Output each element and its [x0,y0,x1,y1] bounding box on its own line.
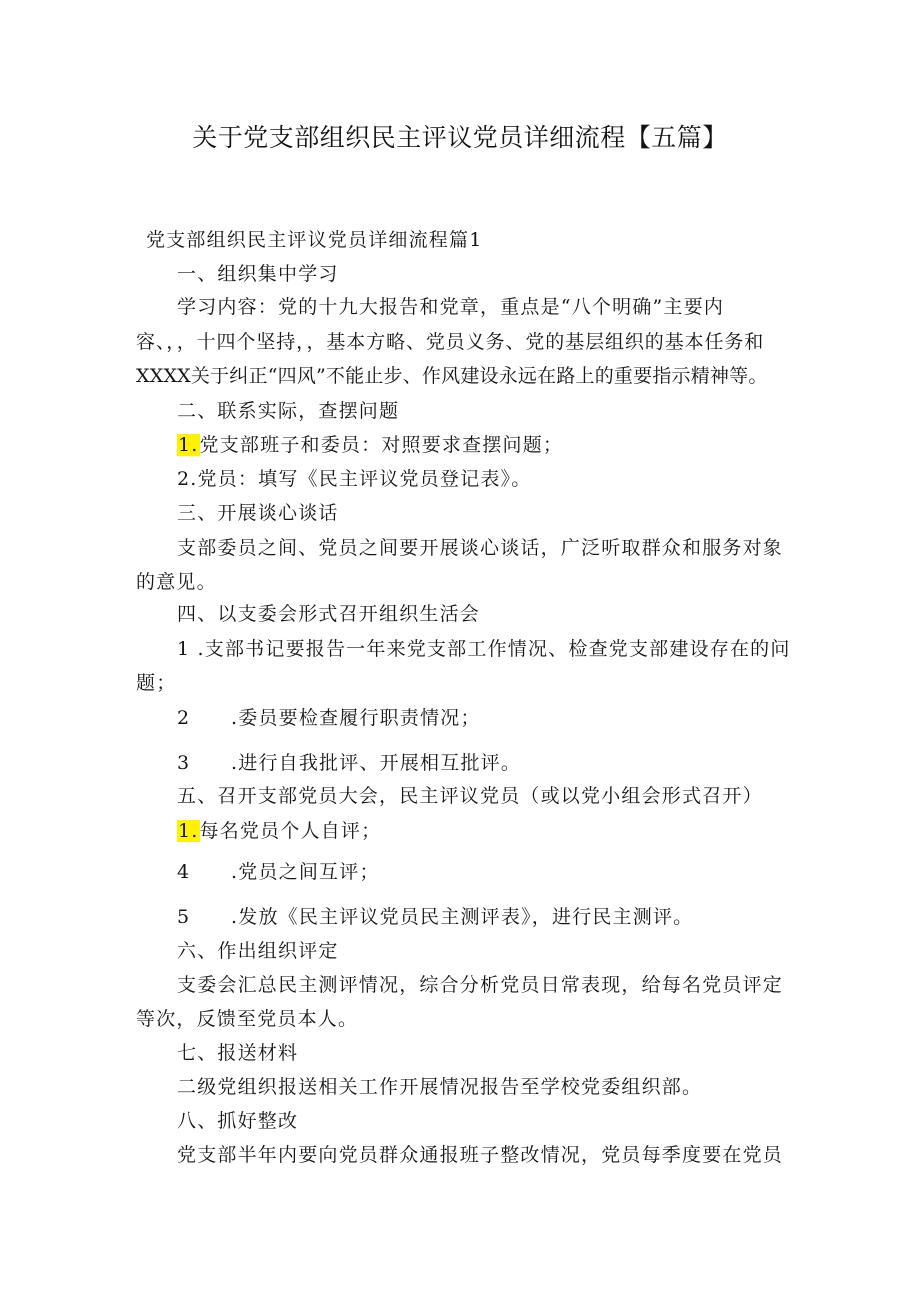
list-number: 3 [177,752,191,774]
list-number: 5 [177,906,191,928]
paragraph-7: 二级党组织报送相关工作开展情况报告至学校党委组织部。 [177,1076,703,1098]
highlight-mark: 1. [178,434,199,456]
list-item-5-5 [177,905,693,929]
list-item-text: .发放《民主评议党员民主测评表》，进行民主测评。 [231,906,694,928]
list-item-2-1 [177,433,563,457]
heading-7: 七、报送材料 [177,1042,299,1064]
list-item-4-3 [177,751,521,775]
list-item-4-1-line-2: 题； [136,672,177,694]
paragraph-1-line-1: 学习内容：党的十九大报告和党章，重点是“八个明确”主要内 [177,296,725,318]
list-item-text: .党员之间互评； [231,861,380,883]
heading-2: 二、联系实际，查摆问题 [177,400,400,422]
list-item-text: 每名党员个人自评； [199,820,382,842]
paragraph-1-line-3: XXXX关于纠正“四风”不能止步、作风建设永远在路上的重要指示精神等。 [136,365,768,387]
list-item-text: 党支部班子和委员：对照要求查摆问题； [199,434,564,456]
list-item-text: .进行自我批评、开展相互批评。 [231,752,522,774]
heading-3: 三、开展谈心谈话 [177,502,339,524]
list-item-text: .委员要检查履行职责情况； [231,707,481,729]
list-item-2-2: 2.党员：填写《民主评议党员登记表》。 [177,468,532,490]
heading-8: 八、抓好整改 [177,1110,299,1132]
paragraph-1-line-2: 容、，，十四个坚持，，基本方略、党员义务、党的基层组织的基本任务和 [136,331,765,353]
heading-6: 六、作出组织评定 [177,940,339,962]
list-item-5-4 [177,860,380,884]
paragraph-6-line-1: 支委会汇总民主测评情况，综合分析党员日常表现，给每名党员评定 [177,974,784,996]
list-item-4-2 [177,706,481,730]
list-number: 4 [177,861,191,883]
section-heading: 党支部组织民主评议党员详细流程篇1 [146,229,483,251]
document-title: 关于党支部组织民主评议党员详细流程【五篇】 [192,123,728,152]
list-number: 2 [177,707,191,729]
paragraph-3-line-2: 的意见。 [136,571,217,593]
list-item-5-1 [177,819,381,843]
paragraph-8: 党支部半年内要向党员群众通报班子整改情况，党员每季度要在党员 [177,1144,784,1166]
paragraph-6-line-2: 等次，反馈至党员本人。 [136,1008,359,1030]
heading-1: 一、组织集中学习 [177,263,339,285]
highlight-mark: 1. [178,820,199,842]
paragraph-3-line-1: 支部委员之间、党员之间要开展谈心谈话，广泛听取群众和服务对象 [177,537,784,559]
heading-4: 四、以支委会形式召开组织生活会 [177,603,481,625]
heading-5: 五、召开支部党员大会，民主评议党员（或以党小组会形式召开） [177,785,763,807]
list-item-4-1-line-1: 1 .支部书记要报告一年来党支部工作情况、检查党支部建设存在的问 [177,638,791,660]
